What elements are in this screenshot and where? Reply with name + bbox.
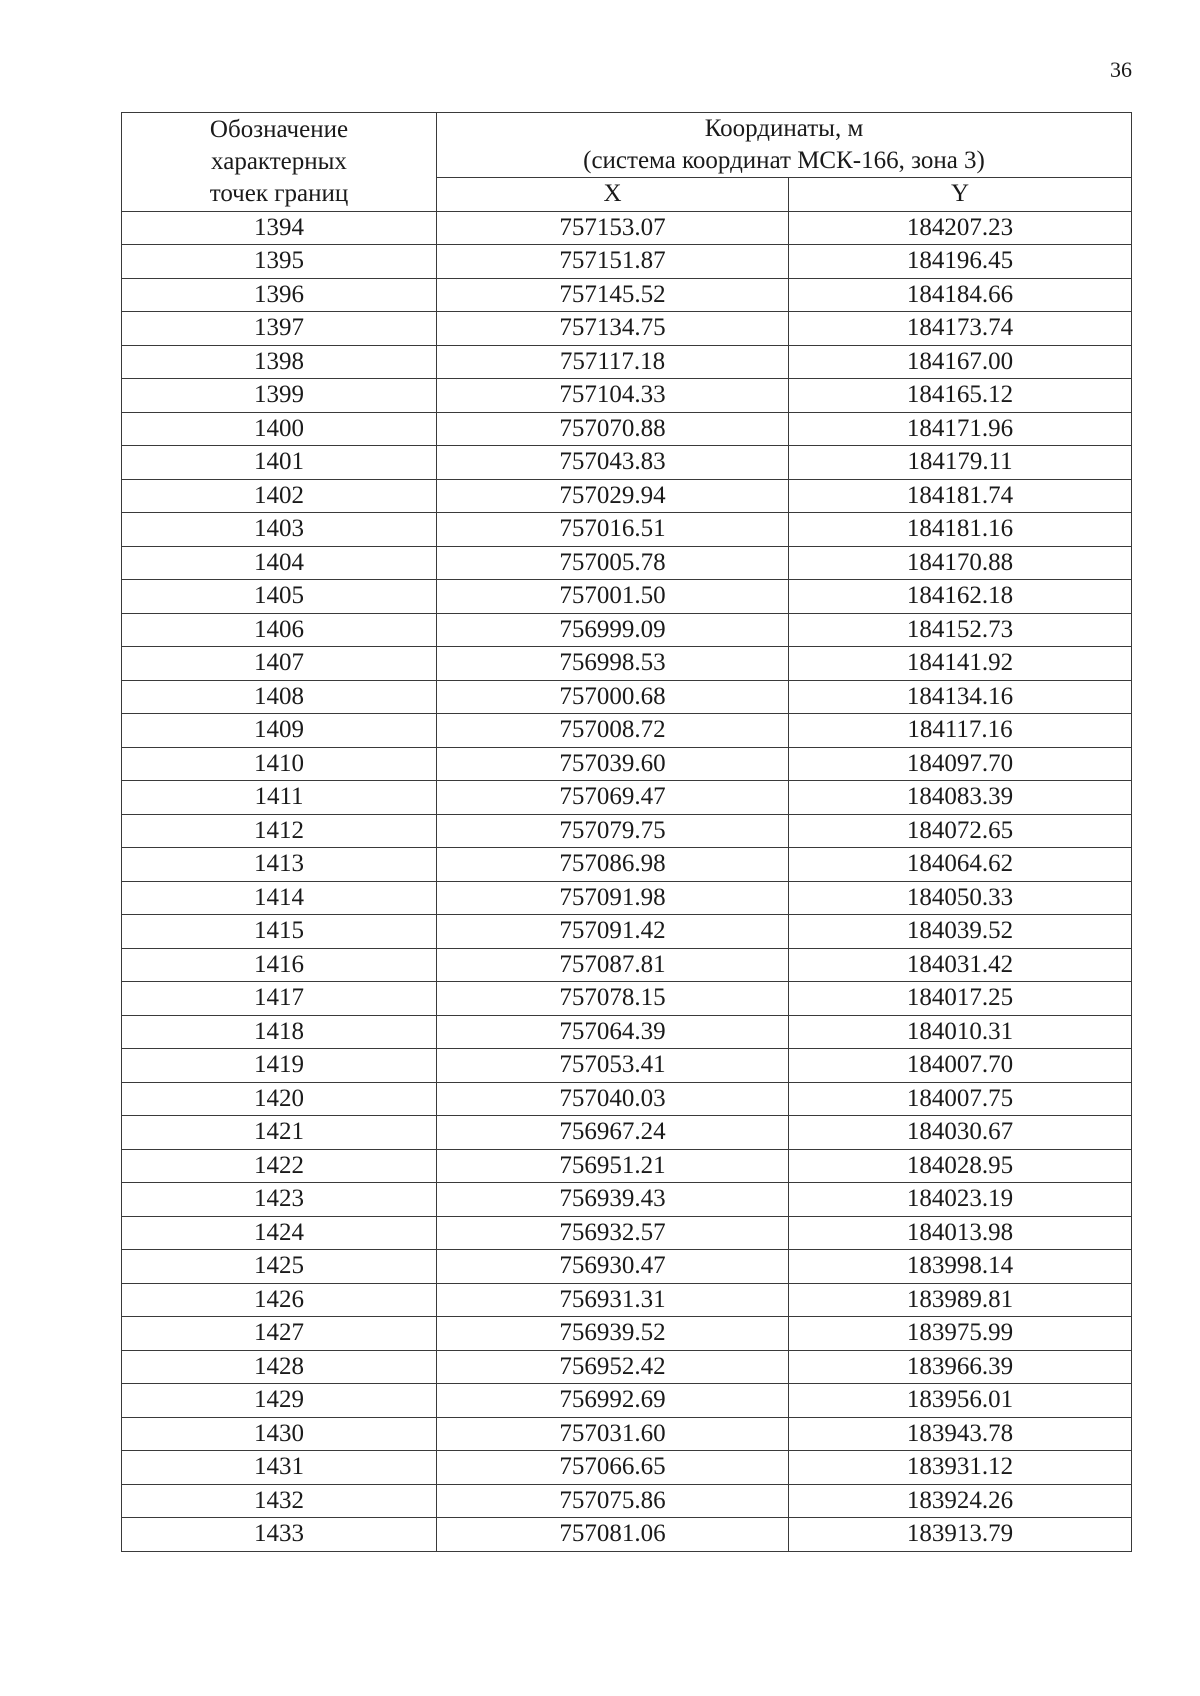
header-label-line: Обозначение [209,115,349,143]
table-row [122,1417,1132,1451]
y-cell: 184184.66 [789,278,1132,312]
y-cell: 184083.39 [789,781,1132,815]
x-cell: 757078.15 [437,982,789,1016]
x-cell: 757091.42 [437,915,789,949]
table-row [122,915,1132,949]
x-cell: 757043.83 [437,446,789,480]
table-row [122,714,1132,748]
y-cell: 184165.12 [789,379,1132,413]
y-cell: 184023.19 [789,1183,1132,1217]
y-cell: 184173.74 [789,312,1132,346]
point-cell: 1400 [122,412,437,446]
point-cell: 1418 [122,1015,437,1049]
x-cell: 756999.09 [437,613,789,647]
page-number: 36 [1110,57,1132,82]
y-cell: 183966.39 [789,1350,1132,1384]
x-cell: 756967.24 [437,1116,789,1150]
y-cell: 183956.01 [789,1384,1132,1418]
y-cell: 184010.31 [789,1015,1132,1049]
point-cell: 1432 [122,1484,437,1518]
x-cell: 757039.60 [437,747,789,781]
point-cell: 1410 [122,747,437,781]
table-row [122,1216,1132,1250]
x-cell: 757000.68 [437,680,789,714]
point-cell: 1399 [122,379,437,413]
point-cell: 1421 [122,1116,437,1150]
point-cell: 1409 [122,714,437,748]
y-cell: 184039.52 [789,915,1132,949]
table-row [122,1015,1132,1049]
point-cell: 1424 [122,1216,437,1250]
x-cell: 757075.86 [437,1484,789,1518]
table-row [122,479,1132,513]
header-x: X [437,178,789,212]
x-cell: 756930.47 [437,1250,789,1284]
header-label-line: точек границ [209,179,349,207]
x-cell: 757087.81 [437,948,789,982]
x-cell: 756939.43 [437,1183,789,1217]
header-coords-line: Координаты, м [704,115,864,142]
header-label-line: характерных [211,147,347,175]
point-cell: 1397 [122,312,437,346]
x-cell: 757104.33 [437,379,789,413]
table-row [122,814,1132,848]
x-cell: 757081.06 [437,1518,789,1552]
table-row [122,848,1132,882]
y-cell: 184162.18 [789,580,1132,614]
x-cell: 757016.51 [437,513,789,547]
x-cell: 756939.52 [437,1317,789,1351]
table-row [122,680,1132,714]
y-cell: 184013.98 [789,1216,1132,1250]
y-cell: 184017.25 [789,982,1132,1016]
y-cell: 184170.88 [789,546,1132,580]
y-cell: 184072.65 [789,814,1132,848]
x-cell: 757117.18 [437,345,789,379]
y-cell: 184134.16 [789,680,1132,714]
point-cell: 1396 [122,278,437,312]
table-row [122,948,1132,982]
point-cell: 1419 [122,1049,437,1083]
x-cell: 757153.07 [437,211,789,245]
table-row [122,1350,1132,1384]
y-cell: 184167.00 [789,345,1132,379]
y-cell: 184117.16 [789,714,1132,748]
header-coords-line: (система координат МСК-166, зона 3) [583,147,985,174]
y-cell: 183975.99 [789,1317,1132,1351]
x-cell: 757069.47 [437,781,789,815]
y-cell: 183943.78 [789,1417,1132,1451]
x-cell: 756932.57 [437,1216,789,1250]
y-cell: 183924.26 [789,1484,1132,1518]
table-row [122,1183,1132,1217]
point-cell: 1394 [122,211,437,245]
table-row [122,546,1132,580]
point-cell: 1426 [122,1283,437,1317]
coordinates-table [121,112,1132,1552]
table-row [122,982,1132,1016]
y-cell: 184181.16 [789,513,1132,547]
table-row [122,1049,1132,1083]
y-cell: 184207.23 [789,211,1132,245]
header-coordinates [437,113,1132,178]
point-cell: 1398 [122,345,437,379]
table-row [122,345,1132,379]
table-row [122,1451,1132,1485]
table-row [122,412,1132,446]
table-row [122,312,1132,346]
x-cell: 757029.94 [437,479,789,513]
header-point-designation [122,113,437,212]
x-cell: 757040.03 [437,1082,789,1116]
point-cell: 1422 [122,1149,437,1183]
table-row [122,379,1132,413]
x-cell: 757145.52 [437,278,789,312]
x-cell: 756992.69 [437,1384,789,1418]
point-cell: 1413 [122,848,437,882]
point-cell: 1431 [122,1451,437,1485]
x-cell: 756951.21 [437,1149,789,1183]
table-row [122,1283,1132,1317]
y-cell: 184196.45 [789,245,1132,279]
table-row [122,781,1132,815]
point-cell: 1425 [122,1250,437,1284]
y-cell: 184064.62 [789,848,1132,882]
x-cell: 757008.72 [437,714,789,748]
x-cell: 757091.98 [437,881,789,915]
x-cell: 756998.53 [437,647,789,681]
table-row [122,211,1132,245]
x-cell: 757064.39 [437,1015,789,1049]
table-row [122,278,1132,312]
x-cell: 757001.50 [437,580,789,614]
x-cell: 757134.75 [437,312,789,346]
y-cell: 184028.95 [789,1149,1132,1183]
y-cell: 184141.92 [789,647,1132,681]
x-cell: 757151.87 [437,245,789,279]
point-cell: 1407 [122,647,437,681]
point-cell: 1416 [122,948,437,982]
table-row [122,245,1132,279]
table-row [122,446,1132,480]
point-cell: 1428 [122,1350,437,1384]
x-cell: 757079.75 [437,814,789,848]
point-cell: 1427 [122,1317,437,1351]
table-row [122,1149,1132,1183]
point-cell: 1417 [122,982,437,1016]
x-cell: 756931.31 [437,1283,789,1317]
point-cell: 1411 [122,781,437,815]
table-row [122,1384,1132,1418]
y-cell: 184181.74 [789,479,1132,513]
point-cell: 1412 [122,814,437,848]
y-cell: 184030.67 [789,1116,1132,1150]
point-cell: 1401 [122,446,437,480]
point-cell: 1404 [122,546,437,580]
y-cell: 183998.14 [789,1250,1132,1284]
table-row [122,580,1132,614]
y-cell: 184171.96 [789,412,1132,446]
table-row [122,1484,1132,1518]
table-row [122,1116,1132,1150]
y-cell: 184007.75 [789,1082,1132,1116]
point-cell: 1433 [122,1518,437,1552]
y-cell: 184097.70 [789,747,1132,781]
table-row [122,647,1132,681]
table-row [122,513,1132,547]
point-cell: 1395 [122,245,437,279]
table-row [122,1317,1132,1351]
x-cell: 757086.98 [437,848,789,882]
point-cell: 1414 [122,881,437,915]
y-cell: 183913.79 [789,1518,1132,1552]
table-row [122,881,1132,915]
y-cell: 183989.81 [789,1283,1132,1317]
y-cell: 184031.42 [789,948,1132,982]
table-row [122,1518,1132,1552]
point-cell: 1415 [122,915,437,949]
point-cell: 1406 [122,613,437,647]
table-row [122,613,1132,647]
point-cell: 1430 [122,1417,437,1451]
point-cell: 1402 [122,479,437,513]
header-y: Y [789,178,1132,212]
point-cell: 1403 [122,513,437,547]
x-cell: 757066.65 [437,1451,789,1485]
point-cell: 1420 [122,1082,437,1116]
y-cell: 183931.12 [789,1451,1132,1485]
table-body [122,211,1132,1551]
point-cell: 1405 [122,580,437,614]
y-cell: 184050.33 [789,881,1132,915]
point-cell: 1408 [122,680,437,714]
x-cell: 757053.41 [437,1049,789,1083]
y-cell: 184179.11 [789,446,1132,480]
point-cell: 1423 [122,1183,437,1217]
y-cell: 184152.73 [789,613,1132,647]
x-cell: 757031.60 [437,1417,789,1451]
y-cell: 184007.70 [789,1049,1132,1083]
table-row [122,1250,1132,1284]
x-cell: 756952.42 [437,1350,789,1384]
x-cell: 757070.88 [437,412,789,446]
table-row [122,1082,1132,1116]
point-cell: 1429 [122,1384,437,1418]
x-cell: 757005.78 [437,546,789,580]
table-row [122,747,1132,781]
